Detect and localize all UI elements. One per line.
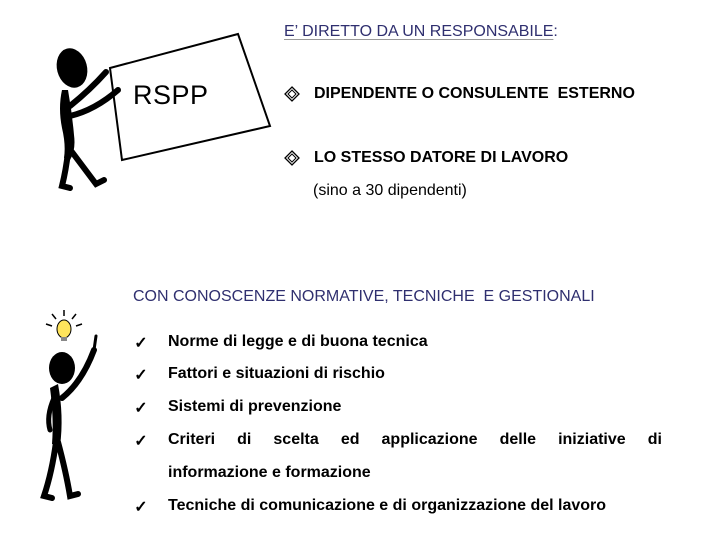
word: applicazione bbox=[381, 431, 478, 448]
word: iniziative bbox=[558, 431, 626, 448]
word: di bbox=[647, 431, 662, 448]
knowledge-heading: CON CONOSCENZE NORMATIVE, TECNICHE E GESTIONALI bbox=[133, 288, 595, 305]
check-icon: ✓ bbox=[134, 367, 148, 384]
list-item bbox=[133, 398, 341, 418]
check-icon: ✓ bbox=[134, 433, 148, 450]
list-item bbox=[133, 333, 428, 353]
check-icon: ✓ bbox=[134, 400, 148, 417]
stick-figure-idea-icon bbox=[36, 306, 126, 516]
list-item-label: Fattori e situazioni di rischio bbox=[168, 365, 385, 382]
word: ed bbox=[340, 431, 360, 448]
diamond-bullet-icon bbox=[284, 150, 300, 166]
list-item bbox=[133, 497, 606, 517]
stick-figure-holding-sign-icon bbox=[40, 20, 330, 220]
word: Criteri bbox=[168, 431, 216, 448]
check-icon: ✓ bbox=[134, 499, 148, 516]
list-item-continuation: informazione e formazione bbox=[168, 464, 371, 481]
responsible-heading-colon: : bbox=[553, 23, 558, 40]
option-employer-label: LO STESSO DATORE DI LAVORO bbox=[314, 149, 569, 166]
list-item-label: Sistemi di prevenzione bbox=[168, 398, 342, 415]
option-external-label: DIPENDENTE O CONSULENTE ESTERNO bbox=[314, 85, 635, 102]
list-item bbox=[133, 431, 662, 451]
responsible-heading bbox=[284, 23, 558, 41]
responsible-heading-text: E’ DIRETTO DA UN RESPONSABILE bbox=[284, 23, 554, 40]
word: delle bbox=[499, 431, 537, 448]
word: scelta bbox=[273, 431, 319, 448]
list-item-label: Tecniche di comunicazione e di organizzazione del lavoro bbox=[168, 497, 607, 514]
option-external bbox=[284, 85, 635, 103]
list-item bbox=[133, 365, 385, 385]
word: di bbox=[237, 431, 252, 448]
option-employer bbox=[284, 149, 568, 167]
diamond-bullet-icon bbox=[284, 86, 300, 102]
employee-note: (sino a 30 dipendenti) bbox=[313, 182, 467, 199]
knowledge-list bbox=[133, 333, 693, 533]
list-item-justified-line bbox=[168, 431, 662, 451]
sign-label: RSPP bbox=[133, 80, 209, 110]
list-item-label: Norme di legge e di buona tecnica bbox=[168, 333, 428, 350]
check-icon: ✓ bbox=[134, 335, 148, 352]
